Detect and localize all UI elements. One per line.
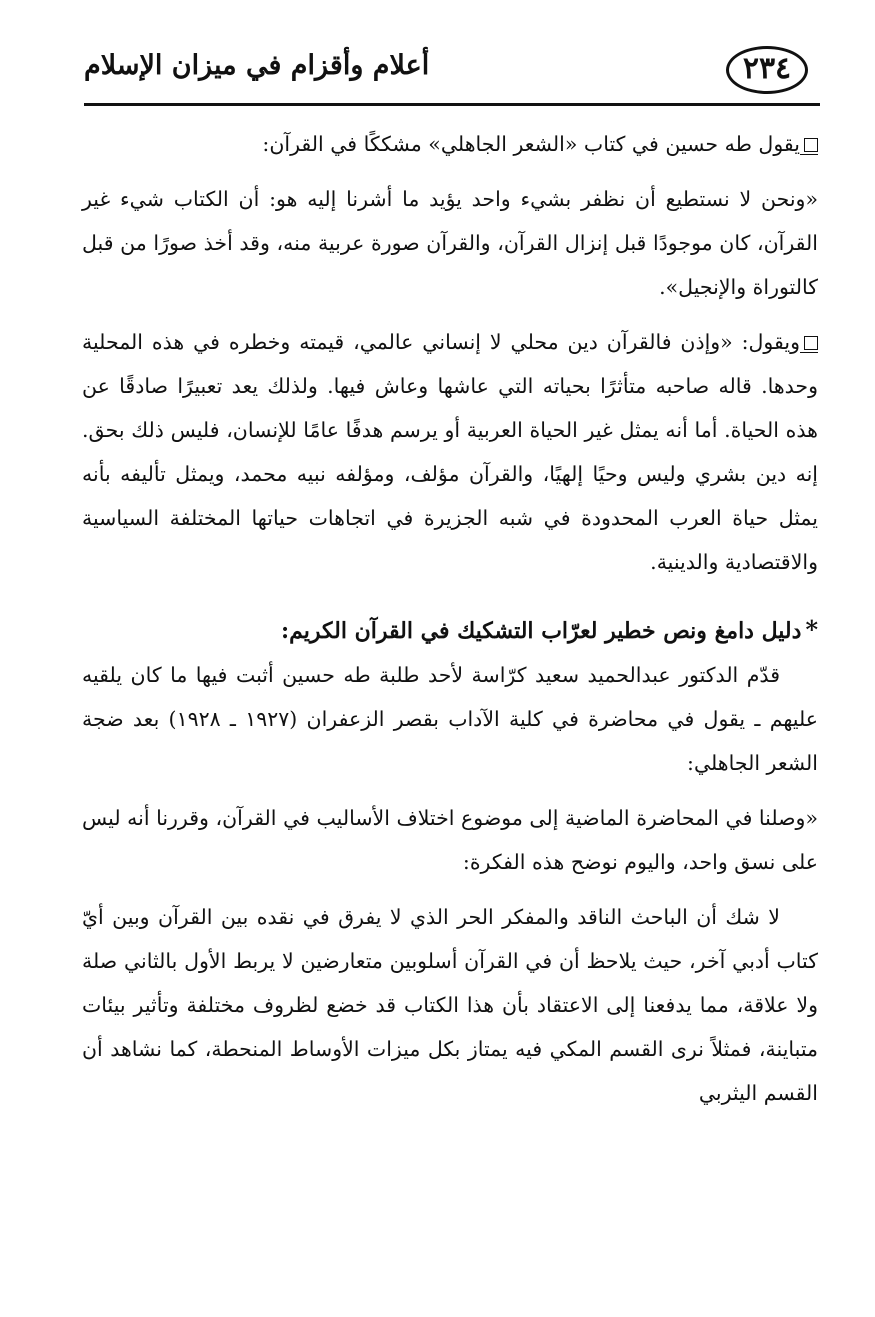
asterisk-icon: *	[805, 615, 818, 644]
paragraph-text: لا شك أن الباحث الناقد والمفكر الحر الذي لا يفرق في نقده بين القرآن وبين أيّ كتاب أدبي آخر، حيث يلاحظ أن في القرآن أسلوبين متعارضين لا يربط الأول بالثاني صلة ولا علاقة، مما يدفعنا إلى الاعتقاد بأن هذا الكتاب قد خضع لظروف مختلفة وتأثير بيئات متباينة، فمثلاً نرى القسم المكي فيه يمتاز بكل ميزات الأوساط المنحطة، كما نشاهد أن القسم اليثربي	[82, 905, 818, 1105]
paragraph-text: قدّم الدكتور عبدالحميد سعيد كرّاسة لأحد طلبة طه حسين أثبت فيها ما كان يلقيه عليهم ـ يقول في محاضرة في كلية الآداب بقصر الزعفران (١٩٢٧ ـ ١٩٢٨) بعد ضجة الشعر الجاهلي:	[82, 663, 818, 775]
paragraph-second-quote	[82, 320, 818, 584]
page-number-badge: ٢٣٤	[726, 46, 808, 94]
box-bullet-icon	[804, 336, 818, 350]
page-body	[82, 122, 818, 1115]
section-heading	[82, 608, 818, 653]
paragraph-text: يقول طه حسين في كتاب «الشعر الجاهلي» مشككًا في القرآن:	[262, 132, 800, 156]
paragraph-intro-quote	[82, 122, 818, 166]
paragraph-text: «وصلنا في المحاضرة الماضية إلى موضوع اختلاف الأساليب في القرآن، وقررنا أنه ليس على نسق واحد، واليوم نوضح هذه الفكرة:	[82, 806, 818, 874]
header-divider	[84, 103, 820, 106]
paragraph-lecture-intro	[82, 653, 818, 785]
box-bullet-icon	[804, 138, 818, 152]
quote-paragraph	[82, 177, 818, 309]
paragraph-lecture-body	[82, 895, 818, 1115]
paragraph-text: «ونحن لا نستطيع أن نظفر بشيء واحد يؤيد ما أشرنا إليه هو: أن الكتاب شيء غير القرآن، كان موجودًا قبل إنزال القرآن، والقرآن صورة عربية منه، وقد أخذ صورًا من قبل كالتوراة والإنجيل».	[82, 187, 818, 299]
paragraph-text: ويقول: «وإذن فالقرآن دين محلي لا إنساني عالمي، قيمته وخطره في هذه المحلية وحدها. قاله صاحبه متأثرًا بحياته التي عاشها وعاش فيها. ولذلك يعد تعبيرًا صادقًا عن هذه الحياة. أما أنه يمثل غير الحياة العربية أو يرسم هدفًا عامًا للإنسان، فليس ذلك بحق. إنه دين بشري وليس وحيًا إلهيًا، والقرآن مؤلف، ومؤلفه نبيه محمد، ويمثل تأليفه بأنه يمثل حياة العرب المحدودة في شبه الجزيرة في اتجاهات حياتها المختلفة السياسية والاقتصادية والدينية.	[82, 330, 818, 574]
paragraph-lecture-quote	[82, 796, 818, 884]
heading-text: دليل دامغ ونص خطير لعرّاب التشكيك في القرآن الكريم:	[280, 618, 802, 644]
page-header	[84, 42, 820, 100]
running-title: أعلام وأقزام في ميزان الإسلام	[84, 50, 430, 81]
